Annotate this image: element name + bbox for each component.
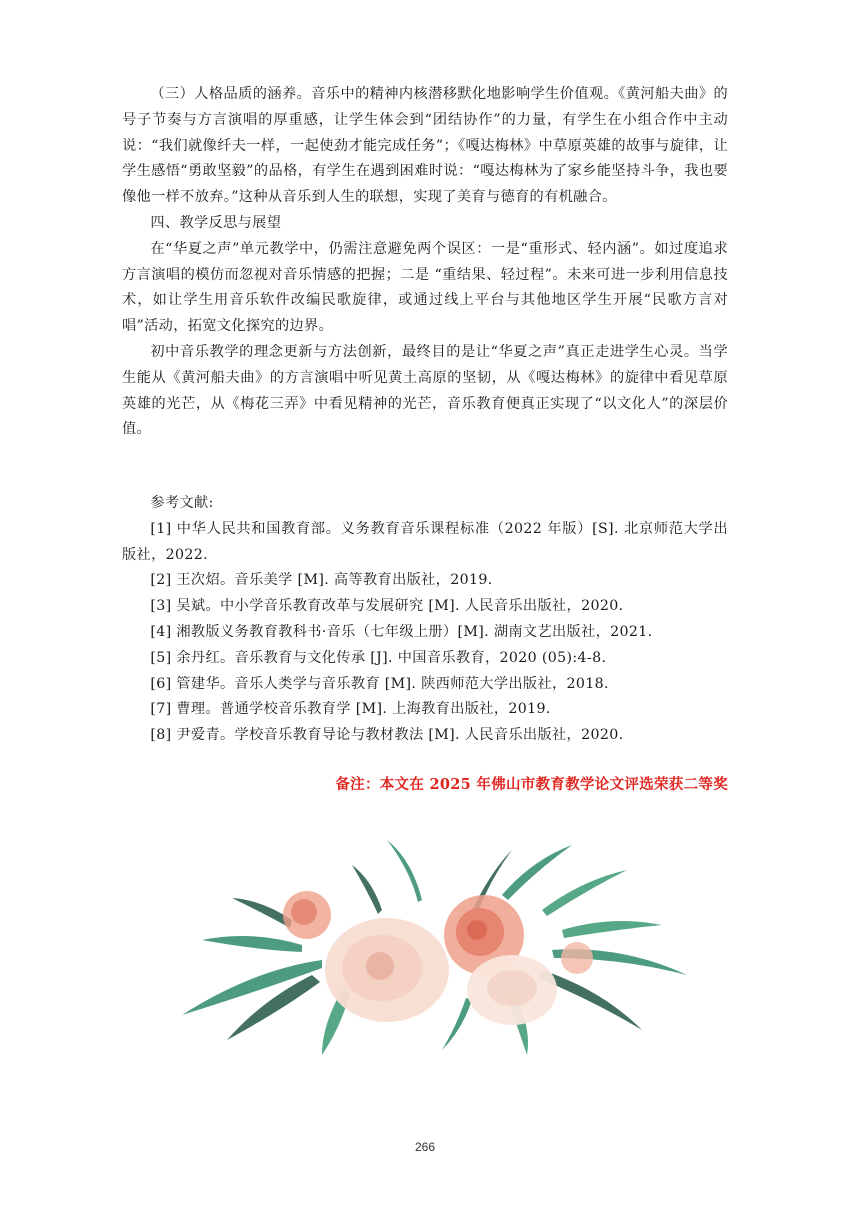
reference-item: [4] 湘教版义务教育教科书·音乐（七年级上册）[M]. 湖南文艺出版社，2021.	[150, 623, 653, 640]
page-number: 266	[414, 1140, 436, 1154]
rose-small-right	[561, 942, 593, 974]
section-heading-reflection: 四、教学反思与展望	[150, 214, 282, 231]
reference-item: [2] 王次炤。音乐美学 [M]. 高等教育出版社，2019.	[150, 572, 493, 589]
body-text	[122, 82, 728, 443]
rose-small-left	[283, 891, 331, 939]
reference-item: [1] 中华人民共和国教育部。义务教育音乐课程标准（2022 年版）[S]. 北京师范大学出版社，2022.	[122, 520, 728, 563]
paragraph-conclusion: 初中音乐教学的理念更新与方法创新，最终目的是让“华夏之声”真正走进学生心灵。当学生能从《黄河船夫曲》的方言演唱中听见黄土高原的坚韧，从《嘎达梅林》的旋律中看见草原英雄的光芒，从《梅花三弄》中看见精神的光芒，音乐教育便真正实现了“以文化人”的深层价值。	[122, 343, 728, 438]
floral-decoration	[172, 840, 692, 1060]
paragraph-character-cultivation: （三）人格品质的涵养。音乐中的精神内核潜移默化地影响学生价值观。《黄河船夫曲》的号子节奏与方言演唱的厚重感，让学生体会到“团结协作”的力量，有学生在小组合作中主动说：“我们就像纤夫一样，一起使劲才能完成任务”；《嘎达梅林》中草原英雄的故事与旋律，让学生感悟“勇敢坚毅”的品格，有学生在遇到困难时说：“嘎达梅林为了家乡能坚持斗争，我也要像他一样不放弃。”这种从音乐到人生的联想，实现了美育与德育的有机融合。	[122, 86, 728, 206]
reference-item: [6] 管建华。音乐人类学与音乐教育 [M]. 陕西师范大学出版社，2018.	[150, 675, 609, 692]
reference-item: [3] 吴斌。中小学音乐教育改革与发展研究 [M]. 人民音乐出版社，2020.	[150, 598, 624, 615]
references-title: 参考文献:	[150, 495, 214, 511]
references-section	[122, 491, 728, 749]
reference-item: [8] 尹爱青。学校音乐教育导论与教材教法 [M]. 人民音乐出版社，2020.	[150, 727, 624, 744]
peony-right	[467, 955, 557, 1025]
award-note: 备注：本文在 2025 年佛山市教育教学论文评选荣获二等奖	[335, 776, 728, 793]
paragraph-reflection: 在“华夏之声”单元教学中，仍需注意避免两个误区：一是“重形式、轻内涵”。如过度追求方言演唱的模仿而忽视对音乐情感的把握；二是 “重结果、轻过程”。未来可进一步利用信息技术，如让学生用音乐软件改编民歌旋律，或通过线上平台与其他地区学生开展“民歌方言对唱”活动，拓宽文化探究的边界。	[122, 240, 728, 335]
reference-item: [5] 余丹红。音乐教育与文化传承 [J]. 中国音乐教育，2020 (05):4-8.	[150, 649, 607, 666]
peony-center	[325, 918, 449, 1022]
reference-item: [7] 曹理。普通学校音乐教育学 [M]. 上海教育出版社，2019.	[150, 701, 551, 718]
